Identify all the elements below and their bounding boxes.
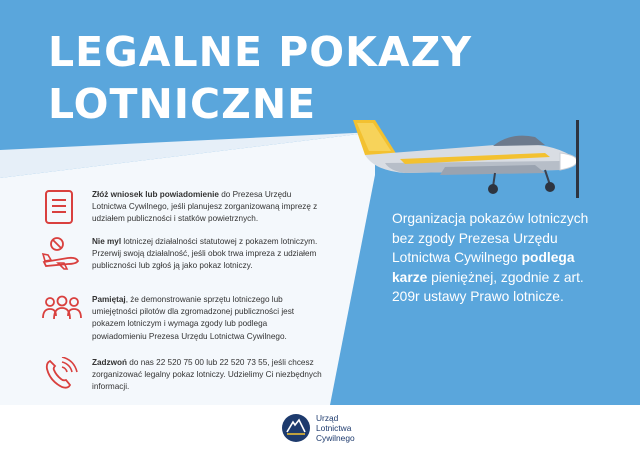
no-plane-icon [40, 236, 84, 272]
airplane-illustration [345, 115, 590, 200]
title-line-1: LEGALNE POKAZY [48, 28, 473, 76]
info-text-call: Zadzwoń do nas 22 520 75 00 lub 22 520 73 55, jeśli chcesz zorganizować legalny pokaz lotniczy. Udzielimy Ci niezbędnych informacji. [92, 358, 322, 392]
info-panel [0, 175, 322, 405]
ulc-logo-text: Urząd Lotnictwa Cywilnego [316, 413, 355, 443]
info-text-remember: Pamiętaj, że demonstrowanie sprzętu lotniczego lub umiejętności pilotów dla zgromadzonej publiczności jest pokazem lotniczym i wymaga zgody lub podlega powiadomieniu Prezesa Urzędu Lotnictwa Cywilnego. [92, 295, 295, 341]
document-icon [40, 189, 84, 225]
info-text-statutory: Nie myl lotniczej działalności statutowej z pokazem lotniczym. Przerwij swoją działalność, jeśli obok trwa impreza z udziałem publiczności lub zgłoś ją jako pokaz lotniczy. [92, 237, 318, 271]
phone-icon [40, 357, 84, 393]
people-icon [40, 294, 84, 330]
penalty-highlight: podlega karze [392, 250, 575, 285]
penalty-notice: Organizacja pokazów lotniczych bez zgody Prezesa Urzędu Lotnictwa Cywilnego podlega karze pieniężnej, zgodnie z art. 209r ustawy Prawo lotnicze. [392, 211, 589, 305]
title-line-2: LOTNICZNE [48, 80, 317, 128]
ulc-logo-icon [281, 413, 311, 443]
info-text-application: Złóż wniosek lub powiadomienie do Prezesa Urzędu Lotnictwa Cywilnego, jeśli planujesz zorganizowaną imprezę z udziałem publiczności i statków powietrznych. [92, 190, 318, 224]
